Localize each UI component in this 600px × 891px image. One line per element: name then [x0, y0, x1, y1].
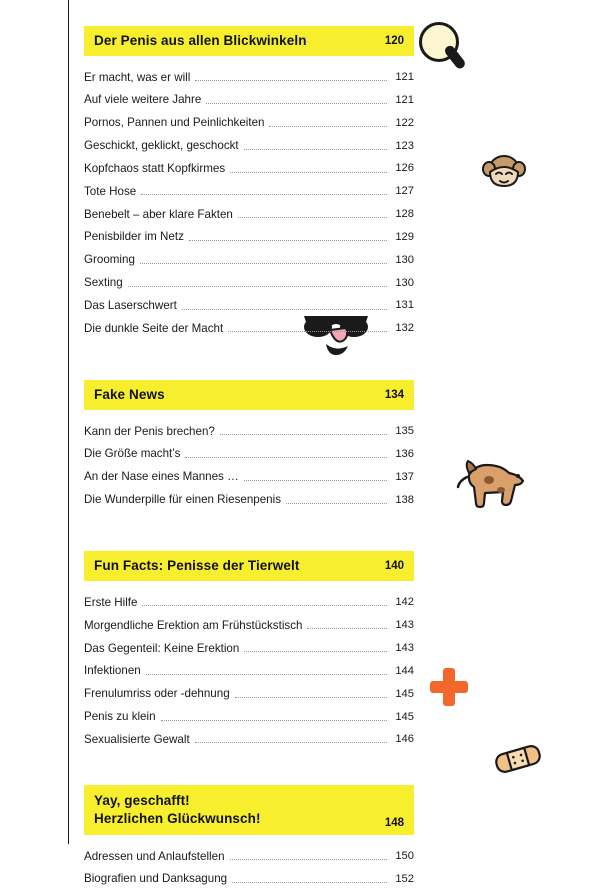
entry-leader [141, 193, 387, 195]
toc-entry[interactable] [84, 157, 414, 180]
toc-entry[interactable] [84, 420, 414, 443]
entry-page-number: 126 [395, 162, 414, 175]
page-margin-rule [68, 0, 69, 844]
toc-entry[interactable] [84, 203, 414, 226]
entry-label: Penisbilder im Netz [84, 230, 184, 244]
chapter-title [94, 792, 377, 828]
entry-page-number: 129 [395, 230, 414, 243]
toc-entry[interactable] [84, 660, 414, 683]
toc-entry[interactable] [84, 637, 414, 660]
cross-icon [430, 668, 468, 706]
toc-content [84, 0, 414, 891]
chapter-heading-bar[interactable] [84, 26, 414, 56]
entry-leader [206, 102, 387, 104]
entry-leader [235, 696, 387, 698]
entry-label: Morgendliche Erektion am Frühstückstisch [84, 618, 303, 632]
entry-leader [161, 719, 387, 721]
entry-page-number: 143 [395, 642, 414, 655]
chapter-page-number: 140 [384, 560, 404, 573]
entry-leader [228, 330, 387, 332]
entry-page-number: 143 [395, 619, 414, 632]
chapter-page-number: 120 [384, 35, 404, 47]
entry-label: Die Größe macht’s [84, 447, 181, 461]
entry-leader [182, 308, 387, 310]
toc-entry[interactable] [84, 226, 414, 249]
entry-page-number: 145 [395, 687, 414, 700]
entry-page-number: 136 [395, 447, 414, 460]
toc-section-fun-facts [84, 551, 414, 751]
entry-label: Er macht, was er will [84, 70, 191, 84]
entry-label: Das Gegenteil: Keine Erektion [84, 641, 240, 655]
toc-entry[interactable] [84, 443, 414, 466]
entry-leader [185, 456, 387, 458]
magnifier-icon [413, 20, 473, 82]
entry-page-number: 127 [395, 185, 414, 198]
entry-label: Adressen und Anlaufstellen [84, 849, 225, 863]
entry-leader [238, 216, 387, 218]
toc-entry[interactable] [84, 294, 414, 317]
entry-page-number: 128 [395, 208, 414, 221]
entry-label: Benebelt – aber klare Fakten [84, 207, 233, 221]
entry-leader [244, 650, 387, 652]
entry-label: Das Laserschwert [84, 298, 177, 312]
entry-leader [307, 627, 387, 629]
toc-entry[interactable] [84, 466, 414, 489]
entry-leader [286, 502, 387, 504]
chapter-heading-bar[interactable] [84, 380, 414, 410]
entry-leader [146, 673, 387, 675]
entry-label: Die dunkle Seite der Macht [84, 321, 224, 335]
entry-page-number: 130 [395, 276, 414, 289]
entry-page-number: 145 [395, 710, 414, 723]
entry-page-number: 122 [395, 116, 414, 129]
toc-entry[interactable] [84, 705, 414, 728]
entry-page-number: 135 [395, 425, 414, 438]
chapter-title-line-1: Yay, geschafft! [94, 792, 190, 808]
chapter-heading-bar[interactable] [84, 551, 414, 581]
entry-leader [230, 858, 387, 860]
entry-page-number: 142 [395, 596, 414, 609]
entry-page-number: 138 [395, 493, 414, 506]
entry-label: Kann der Penis brechen? [84, 424, 215, 438]
toc-entry[interactable] [84, 728, 414, 751]
bandage-icon [492, 742, 544, 776]
entry-leader [269, 125, 387, 127]
chapter-title-line-2: Herzlichen Glückwunsch! [94, 811, 261, 827]
toc-entry[interactable] [84, 683, 414, 706]
chapter-heading-bar[interactable] [84, 785, 414, 835]
entry-list [84, 845, 414, 891]
entry-page-number: 121 [395, 93, 414, 106]
chapter-title: Der Penis aus allen Blickwinkeln [94, 32, 307, 48]
entry-label: Infektionen [84, 664, 141, 678]
toc-entry[interactable] [84, 66, 414, 89]
entry-label: Die Wunderpille für einen Riesenpenis [84, 493, 281, 507]
entry-leader [195, 741, 387, 743]
toc-entry[interactable] [84, 488, 414, 511]
entry-list [84, 591, 414, 751]
entry-leader [244, 148, 387, 150]
entry-page-number: 123 [395, 139, 414, 152]
monkey-face-icon [480, 152, 528, 192]
entry-page-number: 131 [395, 299, 414, 312]
chapter-page-number: 148 [384, 817, 404, 830]
entry-label: Auf viele weitere Jahre [84, 93, 202, 107]
toc-entry[interactable] [84, 249, 414, 272]
toc-entry[interactable] [84, 180, 414, 203]
toc-entry[interactable] [84, 134, 414, 157]
chapter-title: Fake News [94, 386, 165, 402]
toc-section-blickwinkeln [84, 26, 414, 340]
entry-label: Pornos, Pannen und Peinlichkeiten [84, 116, 265, 130]
entry-label: Grooming [84, 253, 135, 267]
entry-label: Erste Hilfe [84, 595, 138, 609]
toc-entry[interactable] [84, 614, 414, 637]
entry-leader [142, 604, 387, 606]
toc-entry[interactable] [84, 317, 414, 340]
entry-page-number: 144 [395, 664, 414, 677]
entry-label: Penis zu klein [84, 709, 156, 723]
entry-leader [195, 79, 387, 81]
entry-label: Frenulumriss oder -dehnung [84, 687, 230, 701]
entry-label: An der Nase eines Mannes … [84, 470, 239, 484]
toc-entry[interactable] [84, 89, 414, 112]
entry-leader [140, 262, 387, 264]
entry-label: Sexualisierte Gewalt [84, 732, 190, 746]
entry-list [84, 66, 414, 340]
entry-label: Biografien und Danksagung [84, 872, 228, 886]
toc-section-yay [84, 785, 414, 891]
dog-icon [455, 455, 531, 511]
entry-label: Tote Hose [84, 184, 137, 198]
entry-page-number: 152 [395, 873, 414, 885]
entry-leader [189, 239, 387, 241]
toc-entry[interactable] [84, 845, 414, 868]
entry-leader [244, 479, 387, 481]
entry-leader [230, 171, 387, 173]
entry-page-number: 130 [395, 253, 414, 266]
toc-entry[interactable] [84, 271, 414, 294]
entry-page-number: 137 [395, 470, 414, 483]
entry-label: Sexting [84, 276, 123, 290]
toc-entry[interactable] [84, 112, 414, 135]
entry-leader [128, 285, 387, 287]
toc-entry[interactable] [84, 591, 414, 614]
entry-page-number: 132 [395, 322, 414, 335]
toc-entry[interactable] [84, 868, 414, 891]
chapter-title: Fun Facts: Penisse der Tierwelt [94, 558, 300, 574]
entry-list [84, 420, 414, 511]
entry-page-number: 121 [395, 71, 414, 84]
entry-page-number: 150 [395, 850, 414, 863]
entry-leader [232, 881, 387, 883]
toc-section-fake-news [84, 380, 414, 511]
entry-label: Geschickt, geklickt, geschockt [84, 139, 239, 153]
entry-label: Kopfchaos statt Kopfkirmes [84, 161, 226, 175]
entry-leader [220, 433, 387, 435]
chapter-page-number: 134 [384, 388, 404, 401]
entry-page-number: 146 [395, 733, 414, 746]
